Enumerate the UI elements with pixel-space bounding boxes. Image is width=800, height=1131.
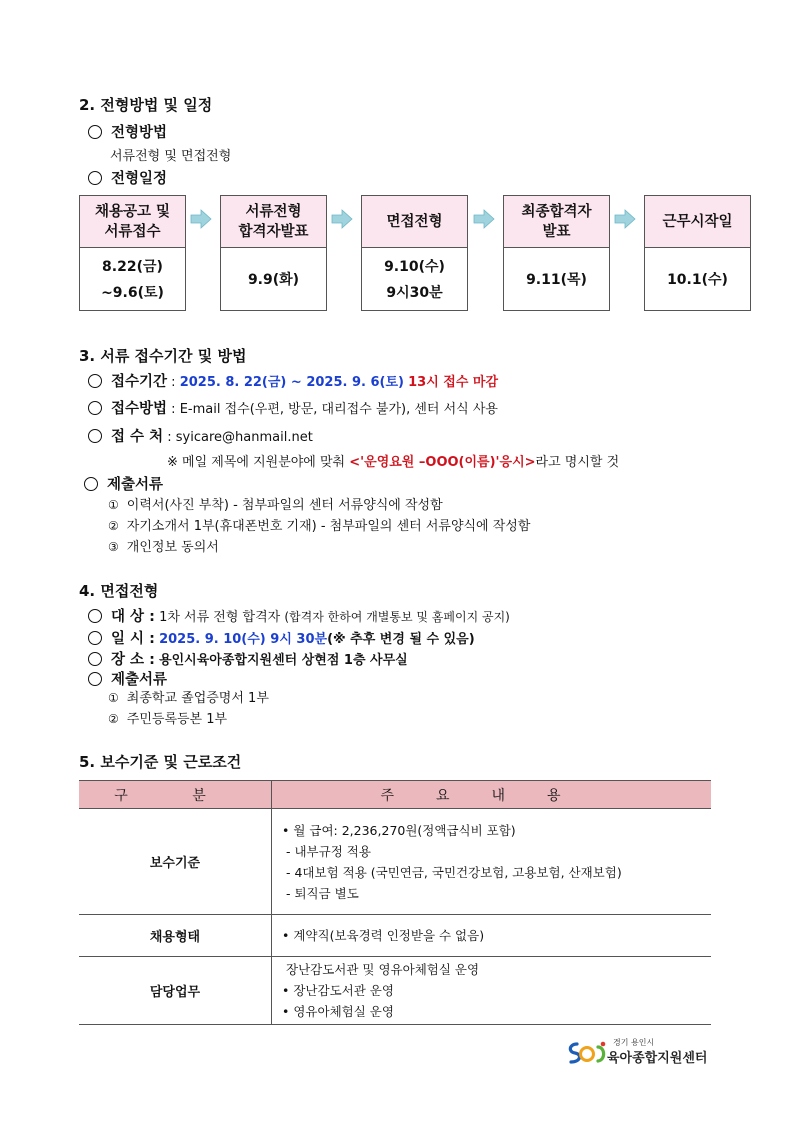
row-content: • 월 급여: 2,236,270원(정액급식비 포함) - 내부규정 적용 - 4대보험 적용 (국민연금, 국민건강보험, 고용보험, 산재보험) - 퇴직금 별도 [272, 809, 712, 915]
schedule-item [88, 167, 167, 188]
note-highlight: <'운영요원 –OOO(이름)'응시> [349, 455, 536, 470]
stage-date: 10.1(수) [667, 271, 728, 288]
period-label: 접수기간 [111, 374, 168, 390]
list-item: ① 최종학교 졸업증명서 1부 [108, 691, 269, 706]
arrow-right-icon [473, 208, 495, 230]
receipt-place-item: 접 수 처 : syicare@hanmail.net [88, 425, 313, 446]
target-value: 1차 서류 전형 합격자 [159, 610, 281, 625]
table-row [79, 915, 711, 957]
mail-note [167, 451, 619, 470]
circle-bullet-icon [88, 672, 102, 686]
stage-title: 근무시작일 [662, 213, 733, 230]
row-content: • 계약직(보육경력 인정받을 수 없음) [272, 915, 712, 957]
receipt-place-label: 접 수 처 [111, 429, 164, 445]
logo-small-text: 경기 용인시 [613, 1038, 655, 1047]
stage-date: ~9.6(토) [101, 284, 164, 301]
list-item: ② 자기소개서 1부(휴대폰번호 기재) - 첨부파일의 센터 서류양식에 작성함 [108, 519, 531, 534]
stage-date: 9.9(화) [247, 271, 300, 288]
section5-title: 5. 보수기준 및 근로조건 [79, 753, 242, 771]
center-logo [565, 1036, 715, 1070]
note-prefix: ※ 메일 제목에 지원분야에 맞춰 [167, 455, 346, 470]
receipt-method-value: E-mail 접수(우편, 방문, 대리접수 불가), 센터 서식 사용 [179, 402, 498, 417]
row-content: 장난감도서관 및 영유아체험실 운영 • 장난감도서관 운영 • 영유아체험실 운영 [272, 957, 712, 1025]
row-label: 채용형태 [79, 915, 272, 957]
docs-item [84, 473, 163, 494]
stage-date: 9.10(수) [384, 258, 445, 275]
stage-final-result [503, 195, 610, 311]
interview-place [88, 648, 408, 669]
circle-bullet-icon [88, 652, 102, 666]
period-deadline: 13시 접수 마감 [408, 375, 499, 390]
docs-label: 제출서류 [111, 672, 168, 688]
method-label: 전형방법 [111, 125, 168, 141]
place-value: 용인시육아종합지원센터 상현점 1층 사무실 [159, 653, 408, 668]
stage-start-work [644, 195, 751, 311]
stage-interview [361, 195, 468, 311]
circle-bullet-icon [88, 401, 102, 415]
circle-bullet-icon [88, 125, 102, 139]
date-note: (※ 추후 변경 될 수 있음) [327, 632, 475, 647]
circle-bullet-icon [88, 429, 102, 443]
stage-title: 합격자발표 [238, 223, 309, 240]
stage-title: 면접전형 [386, 213, 443, 230]
note-suffix: 라고 명시할 것 [535, 455, 620, 470]
stage-date: 8.22(금) [102, 258, 163, 275]
section4-title: 4. 면접전형 [79, 582, 159, 600]
arrow-right-icon [331, 208, 353, 230]
schedule-label: 전형일정 [111, 171, 168, 187]
target-note: (합격자 한하여 개별통보 및 홈페이지 공지) [284, 610, 510, 624]
date-value: 2025. 9. 10(수) 9시 30분 [159, 632, 328, 647]
interview-docs-list [108, 688, 269, 730]
row-label: 담당업무 [79, 957, 272, 1025]
section3-title: 3. 서류 접수기간 및 방법 [79, 347, 247, 365]
circle-bullet-icon [84, 477, 98, 491]
table-row [79, 957, 711, 1025]
docs-label: 제출서류 [107, 477, 164, 493]
arrow-right-icon [190, 208, 212, 230]
receipt-method-item: 접수방법 : E-mail 접수(우편, 방문, 대리접수 불가), 센터 서식 사용 [88, 397, 498, 418]
method-text: 서류전형 및 면접전형 [110, 149, 232, 164]
stage-title: 최종합격자 [521, 203, 592, 220]
stage-date: 9.11(목) [526, 271, 587, 288]
list-item: ② 주민등록등본 1부 [108, 712, 228, 727]
method-item [88, 121, 167, 142]
stage-title: 채용공고 및 [94, 203, 171, 220]
conditions-table [79, 780, 711, 1025]
circle-bullet-icon [88, 171, 102, 185]
interview-date [88, 627, 475, 648]
docs-list [108, 495, 530, 558]
table-row [79, 809, 711, 915]
interview-docs-item [88, 668, 167, 689]
email-address: syicare@hanmail.net [175, 430, 313, 445]
stage-application [79, 195, 186, 311]
logo-mark-icon [565, 1040, 609, 1066]
stage-date: 9시30분 [386, 284, 443, 301]
circle-bullet-icon [88, 609, 102, 623]
stage-document-result [220, 195, 327, 311]
stage-title: 서류전형 [245, 203, 302, 220]
table-header-content: 주요내용 [272, 781, 712, 809]
list-item: ① 이력서(사진 부착) - 첨부파일의 센터 서류양식에 작성함 [108, 498, 443, 513]
section2-title: 2. 전형방법 및 일정 [79, 96, 213, 114]
place-label: 장 소 : [111, 652, 155, 668]
list-item: ③ 개인정보 동의서 [108, 540, 219, 555]
arrow-right-icon [614, 208, 636, 230]
target-label: 대 상 : [111, 609, 155, 625]
circle-bullet-icon [88, 374, 102, 388]
table-header-category: 구 분 [79, 781, 272, 809]
row-label: 보수기준 [79, 809, 272, 915]
period-item: 접수기간 : 2025. 8. 22(금) ~ 2025. 9. 6(토) 13시 접수 마감 [88, 370, 498, 391]
circle-bullet-icon [88, 631, 102, 645]
receipt-method-label: 접수방법 [111, 401, 168, 417]
period-value: 2025. 8. 22(금) ~ 2025. 9. 6(토) [179, 375, 404, 390]
date-label: 일 시 : [111, 631, 155, 647]
logo-main-text: 육아종합지원센터 [607, 1051, 708, 1066]
stage-title: 서류접수 [104, 223, 161, 240]
stage-title: 발표 [542, 223, 571, 240]
interview-target [88, 605, 510, 626]
